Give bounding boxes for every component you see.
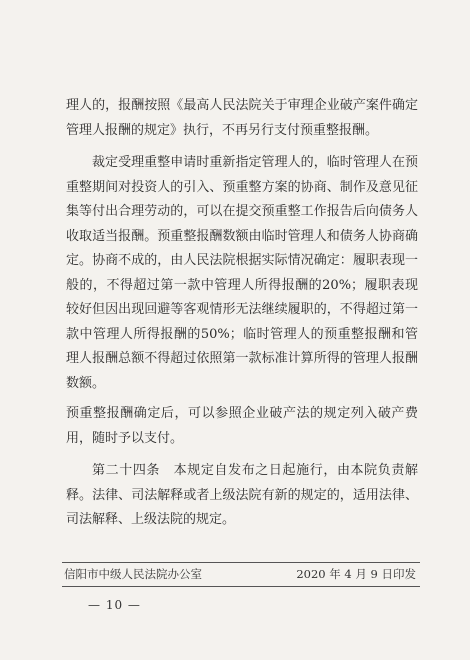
footer-bottom-rule xyxy=(62,586,420,587)
paragraph-interim-administrator-fee: 裁定受理重整申请时重新指定管理人的，临时管理人在预重整期间对投资人的引入、预重整方案的协商、制作及意见征集等付出合理劳动的，可以在提交预重整工作报告后向债务人收取适当报酬。预重整报酬数额由临时管理人和债务人协商确定。协商不成的，由人民法院根据实际情况确定：履职表现一般的，不得超过第一款中管理人所得报酬的20%；履职表现较好但因出现回避等客观情形无法继续履职的，不得超过第一款中管理人所得报酬的50%；临时管理人的预重整报酬和管理人报酬总额不得超过依照第一款标准计算所得的管理人报酬数额。 xyxy=(66,155,418,391)
issue-date: 2020 年 4 月 9 日印发 xyxy=(296,567,416,581)
issuer-name: 信阳市中级人民法院办公室 xyxy=(64,567,202,581)
paragraph-continuation: 理人的，报酬按照《最高人民法院关于审理企业破产案件确定管理人报酬的规定》执行，不再另行支付预重整报酬。 xyxy=(66,98,418,138)
page-number: — 10 — xyxy=(88,598,141,612)
paragraph-article-24: 第二十四条 本规定自发布之日起施行，由本院负责解释。法律、司法解释或者上级法院有新的规定的，适用法律、司法解释、上级法院的规定。 xyxy=(66,463,418,527)
issuance-footer xyxy=(64,566,416,582)
paragraph-fee-payment: 预重整报酬确定后，可以参照企业破产法的规定列入破产费用，随时予以支付。 xyxy=(66,406,418,446)
footer-top-rule xyxy=(62,562,420,563)
document-body xyxy=(66,94,418,539)
